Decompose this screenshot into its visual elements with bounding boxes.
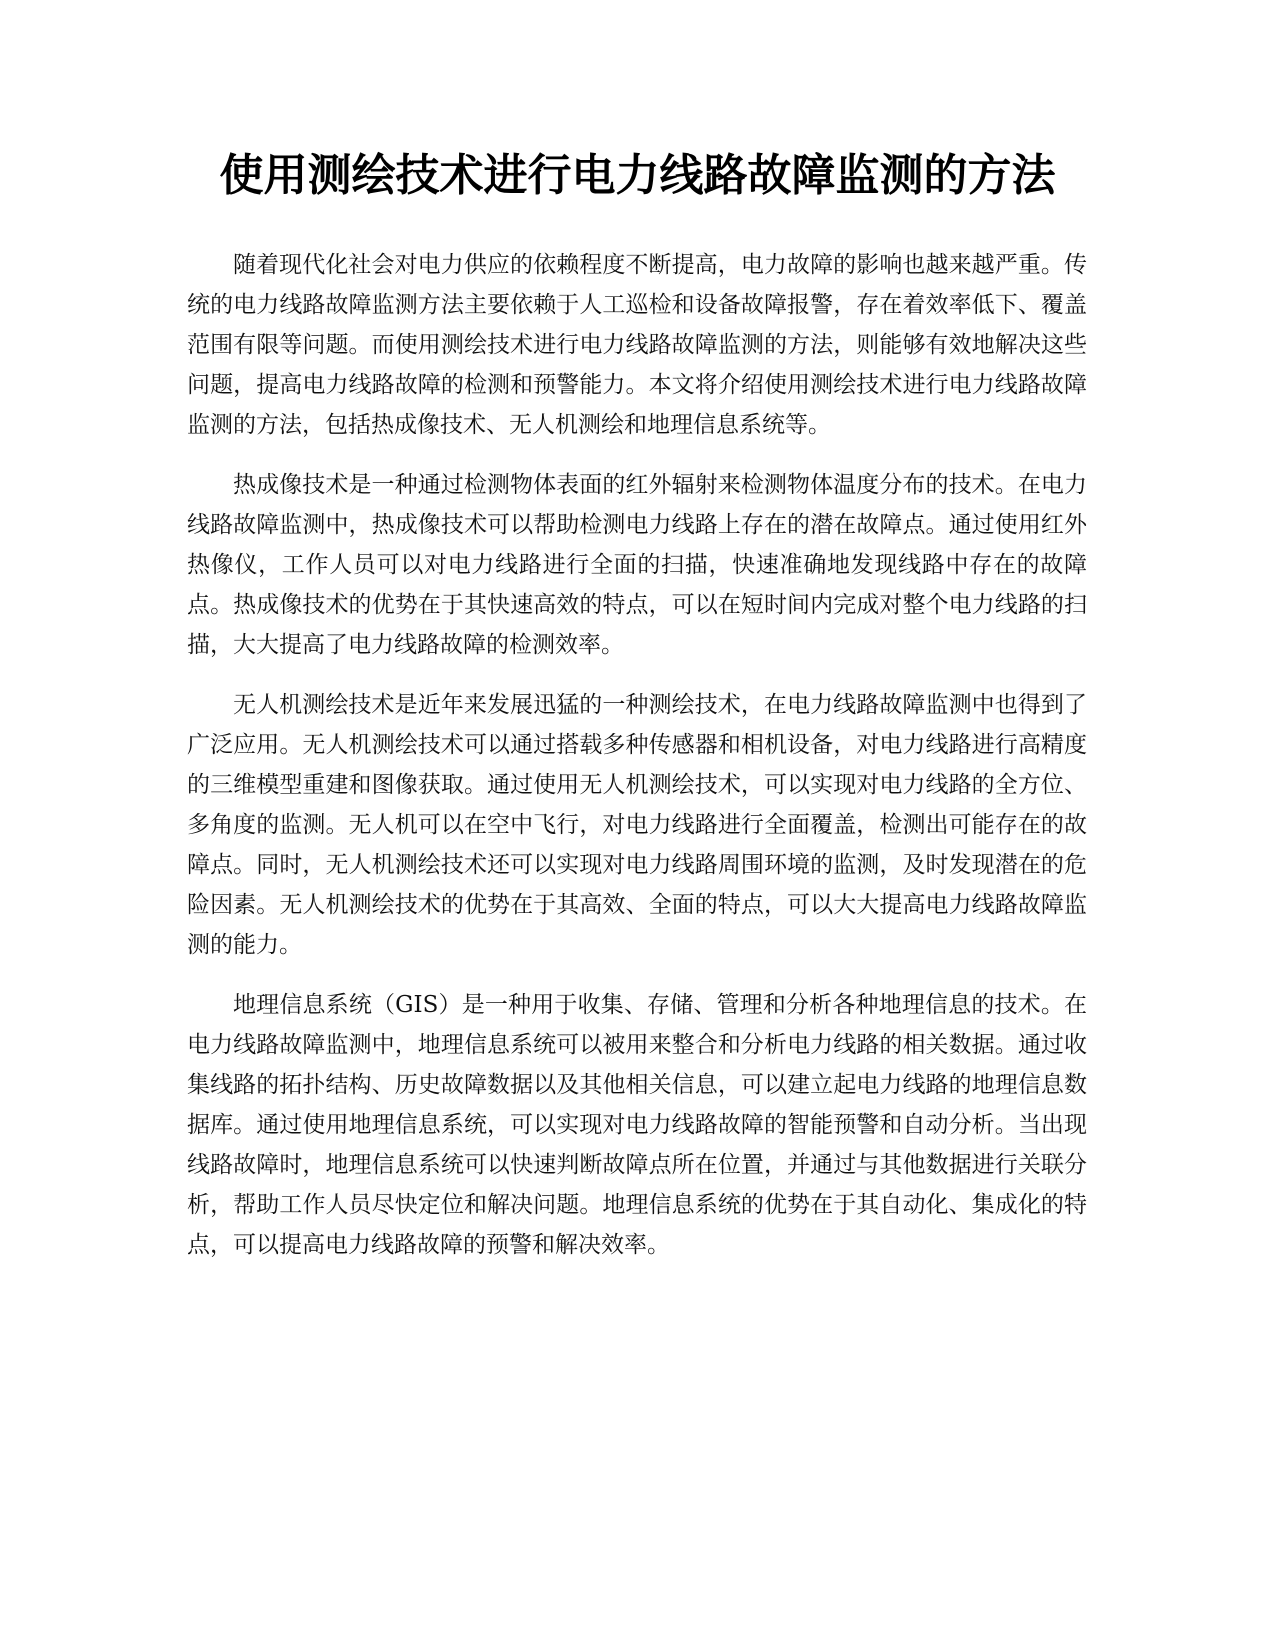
paragraph-gis: 地理信息系统（GIS）是一种用于收集、存储、管理和分析各种地理信息的技术。在电力线路故障监测中，地理信息系统可以被用来整合和分析电力线路的相关数据。通过收集线路的拓扑结构、历史故障数据以及其他相关信息，可以建立起电力线路的地理信息数据库。通过使用地理信息系统，可以实现对电力线路故障的智能预警和自动分析。当出现线路故障时，地理信息系统可以快速判断故障点所在位置，并通过与其他数据进行关联分析，帮助工作人员尽快定位和解决问题。地理信息系统的优势在于其自动化、集成化的特点，可以提高电力线路故障的预警和解决效率。 [187,992,1087,1258]
paragraph-intro: 随着现代化社会对电力供应的依赖程度不断提高，电力故障的影响也越来越严重。传统的电力线路故障监测方法主要依赖于人工巡检和设备故障报警，存在着效率低下、覆盖范围有限等问题。而使用测绘技术进行电力线路故障监测的方法，则能够有效地解决这些问题，提高电力线路故障的检测和预警能力。本文将介绍使用测绘技术进行电力线路故障监测的方法，包括热成像技术、无人机测绘和地理信息系统等。 [187,252,1087,438]
document-title: 使用测绘技术进行电力线路故障监测的方法 [219,150,1056,201]
paragraph-thermal-imaging: 热成像技术是一种通过检测物体表面的红外辐射来检测物体温度分布的技术。在电力线路故障监测中，热成像技术可以帮助检测电力线路上存在的潜在故障点。通过使用红外热像仪，工作人员可以对电力线路进行全面的扫描，快速准确地发现线路中存在的故障点。热成像技术的优势在于其快速高效的特点，可以在短时间内完成对整个电力线路的扫描，大大提高了电力线路故障的检测效率。 [187,472,1087,658]
paragraph-drone-surveying: 无人机测绘技术是近年来发展迅猛的一种测绘技术，在电力线路故障监测中也得到了广泛应用。无人机测绘技术可以通过搭载多种传感器和相机设备，对电力线路进行高精度的三维模型重建和图像获取。通过使用无人机测绘技术，可以实现对电力线路的全方位、多角度的监测。无人机可以在空中飞行，对电力线路进行全面覆盖，检测出可能存在的故障点。同时，无人机测绘技术还可以实现对电力线路周围环境的监测，及时发现潜在的危险因素。无人机测绘技术的优势在于其高效、全面的特点，可以大大提高电力线路故障监测的能力。 [187,692,1087,958]
document-body [187,245,1087,1285]
